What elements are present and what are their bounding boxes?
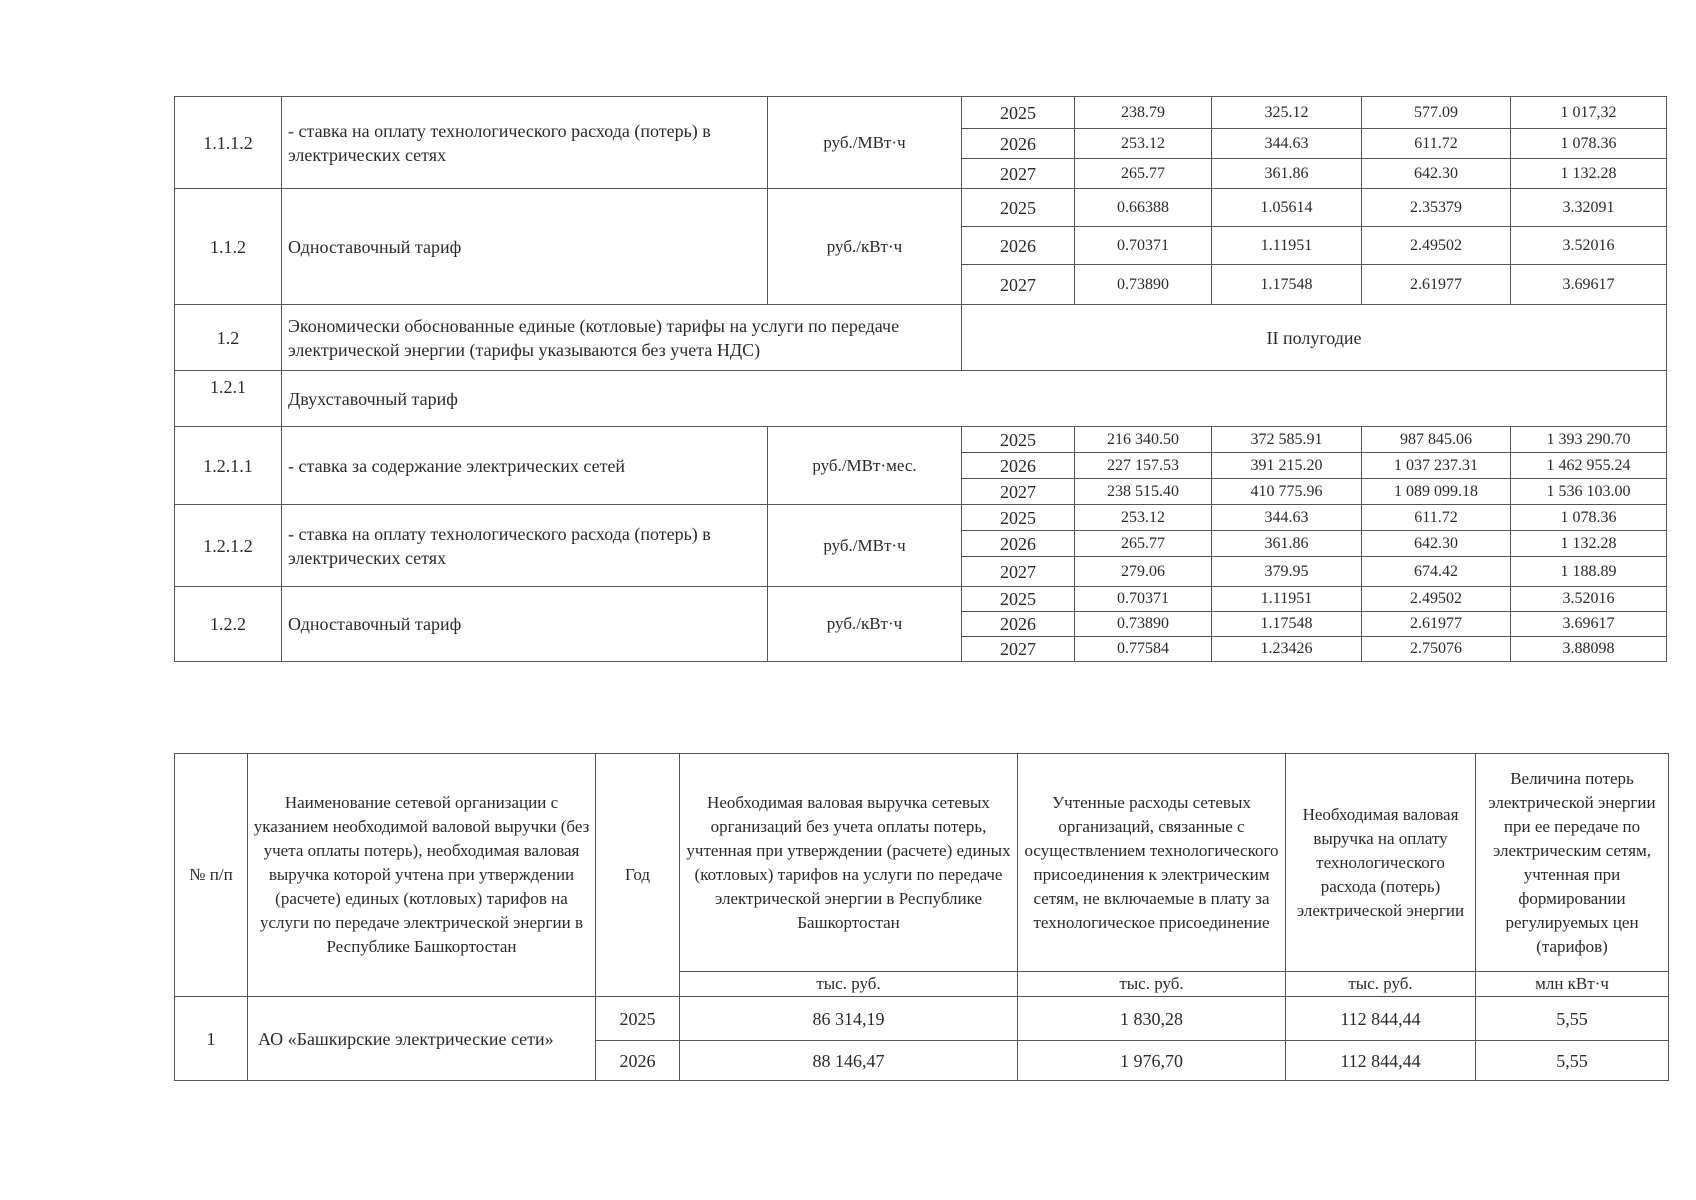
org-name: АО «Башкирские электрические сети» [248, 997, 596, 1081]
year-cell: 2027 [962, 637, 1075, 662]
value-cell: 1 132.28 [1511, 531, 1667, 557]
nvv-value: 88 146,47 [680, 1041, 1018, 1081]
table-row [175, 505, 1667, 531]
row-name: Одноставочный тариф [282, 189, 768, 305]
value-cell: 265.77 [1075, 159, 1212, 189]
value-cell: 1 393 290.70 [1511, 427, 1667, 453]
value-cell: 1 132.28 [1511, 159, 1667, 189]
year-cell: 2027 [962, 265, 1075, 305]
value-cell: 0.73890 [1075, 265, 1212, 305]
network-org-table [174, 753, 1669, 1081]
row-number: 1.1.2 [175, 189, 282, 305]
value-cell: 361.86 [1212, 159, 1362, 189]
row-unit: руб./МВт·ч [768, 505, 962, 587]
year-cell: 2026 [962, 453, 1075, 479]
year-cell: 2025 [962, 587, 1075, 612]
table-row [175, 587, 1667, 612]
value-cell: 238.79 [1075, 97, 1212, 129]
row-unit: руб./МВт·ч [768, 97, 962, 189]
row-number: 1.2.1.1 [175, 427, 282, 505]
year-cell: 2025 [962, 427, 1075, 453]
row-number: 1.1.1.2 [175, 97, 282, 189]
value-cell: 3.32091 [1511, 189, 1667, 227]
value-cell: 1 536 103.00 [1511, 479, 1667, 505]
value-cell: 227 157.53 [1075, 453, 1212, 479]
value-cell: 253.12 [1075, 129, 1212, 159]
year-cell: 2025 [962, 189, 1075, 227]
header-loss-payment: Необходимая валовая выручка на оплату технологического расхода (потерь) электрической энергии [1286, 754, 1476, 972]
value-cell: 344.63 [1212, 129, 1362, 159]
value-cell: 344.63 [1212, 505, 1362, 531]
value-cell: 1 078.36 [1511, 129, 1667, 159]
value-cell: 1 462 955.24 [1511, 453, 1667, 479]
value-cell: 2.61977 [1362, 265, 1511, 305]
year-cell: 2026 [962, 129, 1075, 159]
row-name: - ставка за содержание электрических сетей [282, 427, 768, 505]
value-cell: 2.49502 [1362, 227, 1511, 265]
row-name: - ставка на оплату технологического расхода (потерь) в электрических сетях [282, 97, 768, 189]
section-row [175, 305, 1667, 371]
value-cell: 3.88098 [1511, 637, 1667, 662]
header-org-name: Наименование сетевой организации с указанием необходимой валовой выручки (без учета оплаты потерь), необходимая валовая выручка которой учтена при утверждении (расчете) единых (котловых) тарифов на услуги по передаче электрической энергии в Республике Башкортостан [248, 754, 596, 997]
value-cell: 361.86 [1212, 531, 1362, 557]
table-row [175, 427, 1667, 453]
row-name: Одноставочный тариф [282, 587, 768, 662]
table-row [175, 997, 1669, 1041]
nvv-value: 86 314,19 [680, 997, 1018, 1041]
year-cell: 2025 [962, 505, 1075, 531]
value-cell: 3.69617 [1511, 612, 1667, 637]
value-cell: 642.30 [1362, 159, 1511, 189]
value-cell: 611.72 [1362, 129, 1511, 159]
value-cell: 577.09 [1362, 97, 1511, 129]
tariff-table [174, 96, 1667, 662]
section-row [175, 371, 1667, 427]
header-number: № п/п [175, 754, 248, 997]
value-cell: 253.12 [1075, 505, 1212, 531]
value-cell: 325.12 [1212, 97, 1362, 129]
unit-label: тыс. руб. [1286, 972, 1476, 997]
year-cell: 2027 [962, 159, 1075, 189]
value-cell: 987 845.06 [1362, 427, 1511, 453]
value-cell: 0.70371 [1075, 587, 1212, 612]
value-cell: 238 515.40 [1075, 479, 1212, 505]
row-name: - ставка на оплату технологического расхода (потерь) в электрических сетях [282, 505, 768, 587]
section-title: Экономически обоснованные единые (котловые) тарифы на услуги по передаче электрической энергии (тарифы указываются без учета НДС) [282, 305, 962, 371]
table-row [175, 189, 1667, 227]
value-cell: 2.61977 [1362, 612, 1511, 637]
row-unit: руб./кВт·ч [768, 189, 962, 305]
value-cell: 2.75076 [1362, 637, 1511, 662]
year-cell: 2026 [962, 612, 1075, 637]
value-cell: 0.66388 [1075, 189, 1212, 227]
loss-payment-value: 112 844,44 [1286, 1041, 1476, 1081]
row-number: 1.2 [175, 305, 282, 371]
value-cell: 1.05614 [1212, 189, 1362, 227]
row-unit: руб./кВт·ч [768, 587, 962, 662]
year-cell: 2027 [962, 557, 1075, 587]
year-cell: 2025 [596, 997, 680, 1041]
unit-label: млн кВт·ч [1476, 972, 1669, 997]
value-cell: 1.23426 [1212, 637, 1362, 662]
year-cell: 2026 [962, 227, 1075, 265]
row-number: 1.2.2 [175, 587, 282, 662]
tech-value: 1 976,70 [1018, 1041, 1286, 1081]
value-cell: 279.06 [1075, 557, 1212, 587]
value-cell: 2.35379 [1362, 189, 1511, 227]
year-cell: 2026 [596, 1041, 680, 1081]
row-number: 1.2.1.2 [175, 505, 282, 587]
value-cell: 1 089 099.18 [1362, 479, 1511, 505]
value-cell: 1.11951 [1212, 587, 1362, 612]
year-cell: 2027 [962, 479, 1075, 505]
value-cell: 372 585.91 [1212, 427, 1362, 453]
value-cell: 2.49502 [1362, 587, 1511, 612]
value-cell: 3.52016 [1511, 227, 1667, 265]
section-title: Двухставочный тариф [282, 371, 1667, 427]
year-cell: 2025 [962, 97, 1075, 129]
tech-value: 1 830,28 [1018, 997, 1286, 1041]
value-cell: 3.69617 [1511, 265, 1667, 305]
row-number: 1.2.1 [175, 371, 282, 427]
value-cell: 391 215.20 [1212, 453, 1362, 479]
value-cell: 216 340.50 [1075, 427, 1212, 453]
value-cell: 0.73890 [1075, 612, 1212, 637]
header-year: Год [596, 754, 680, 997]
value-cell: 1.17548 [1212, 265, 1362, 305]
value-cell: 1.17548 [1212, 612, 1362, 637]
row-unit: руб./МВт·мес. [768, 427, 962, 505]
loss-payment-value: 112 844,44 [1286, 997, 1476, 1041]
value-cell: 410 775.96 [1212, 479, 1362, 505]
value-cell: 0.77584 [1075, 637, 1212, 662]
period-label: II полугодие [962, 305, 1667, 371]
unit-label: тыс. руб. [1018, 972, 1286, 997]
header-nvv: Необходимая валовая выручка сетевых организаций без учета оплаты потерь, учтенная при утверждении (расчете) единых (котловых) тарифов на услуги по передаче электрической энергии в Республике Башкортостан [680, 754, 1018, 972]
value-cell: 0.70371 [1075, 227, 1212, 265]
header-loss-volume: Величина потерь электрической энергии при ее передаче по электрическим сетям, учтенная при формировании регулируемых цен (тарифов) [1476, 754, 1669, 972]
loss-volume-value: 5,55 [1476, 1041, 1669, 1081]
value-cell: 265.77 [1075, 531, 1212, 557]
value-cell: 3.52016 [1511, 587, 1667, 612]
value-cell: 674.42 [1362, 557, 1511, 587]
value-cell: 1.11951 [1212, 227, 1362, 265]
value-cell: 1 037 237.31 [1362, 453, 1511, 479]
header-row [175, 754, 1669, 972]
year-cell: 2026 [962, 531, 1075, 557]
value-cell: 1 017,32 [1511, 97, 1667, 129]
row-number: 1 [175, 997, 248, 1081]
value-cell: 1 078.36 [1511, 505, 1667, 531]
loss-volume-value: 5,55 [1476, 997, 1669, 1041]
value-cell: 642.30 [1362, 531, 1511, 557]
value-cell: 379.95 [1212, 557, 1362, 587]
value-cell: 1 188.89 [1511, 557, 1667, 587]
header-tech-connection: Учтенные расходы сетевых организаций, связанные с осуществлением технологического присоединения к электрическим сетям, не включаемые в плату за технологическое присоединение [1018, 754, 1286, 972]
value-cell: 611.72 [1362, 505, 1511, 531]
table-row [175, 97, 1667, 129]
unit-label: тыс. руб. [680, 972, 1018, 997]
